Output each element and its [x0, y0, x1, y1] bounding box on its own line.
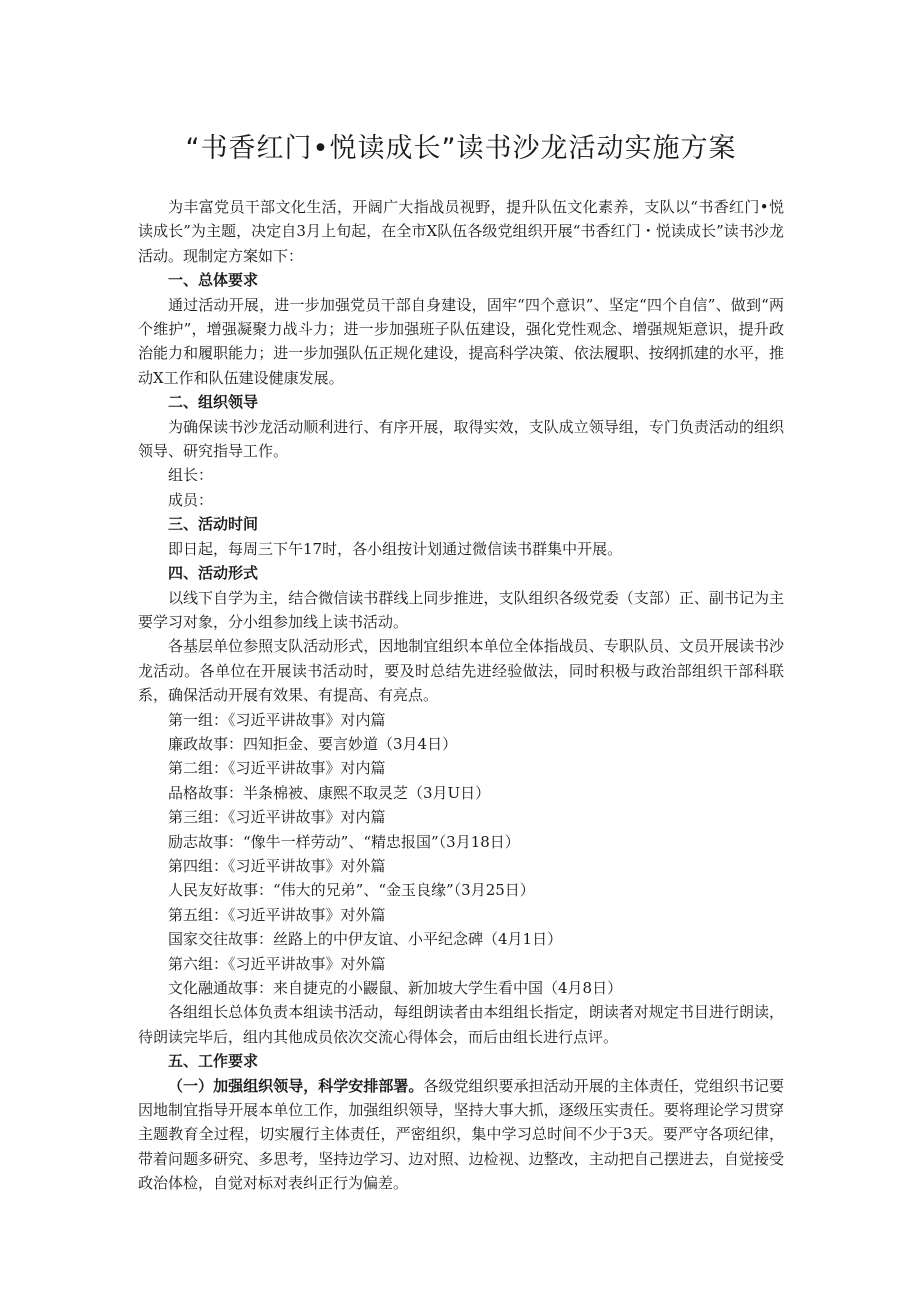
section-body-time: 即日起，每周三下午17时，各小组按计划通过微信读书群集中开展。	[168, 539, 623, 558]
group-line: 第四组：《习近平讲故事》对外篇	[168, 856, 386, 875]
document-body	[138, 126, 784, 1196]
requirement-item-1-title: （一）加强组织领导，科学安排部署。	[168, 1076, 424, 1095]
story-line: 文化融通故事：来自捷克的小鼹鼠、新加坡大学生看中国（4月8日）	[168, 979, 623, 997]
section-body-leadership: 为确保读书沙龙活动顺利进行、有序开展，取得实效，支队成立领导组，专门负责活动的组织领导、研究指导工作。	[138, 417, 784, 461]
story-line: 国家交往故事：丝路上的中伊友谊、小平纪念碑（4月1日）	[168, 930, 563, 949]
section-heading-general: 一、总体要求	[168, 271, 259, 290]
section-body-form-closing: 各组组长总体负责本组读书活动，每组朗读者由本组组长指定，朗读者对规定书目进行朗读，待朗读完毕后，组内其他成员依次交流心得体会，而后由组长进行点评。	[138, 1003, 784, 1046]
intro-paragraph: 为丰富党员干部文化生活，开阔广大指战员视野，提升队伍文化素养，支队以“书香红门•悦读成长”为主题，决定自3月上旬起，在全市X队伍各级党组织开展“书香红门・悦读成长”读书沙龙活动。现制定方案如下：	[138, 198, 784, 265]
section-body-form-1: 以线下自学为主，结合微信读书群线上同步推进，支队组织各级党委（支部）正、副书记为主要学习对象，分小组参加线上读书活动。	[138, 588, 784, 631]
members-line: 成员：	[168, 490, 214, 509]
group-line: 第六组：《习近平讲故事》对外篇	[168, 954, 386, 973]
group-line: 第一组：《习近平讲故事》对内篇	[168, 710, 386, 729]
section-body-form-2: 各基层单位参照支队活动形式，因地制宜组织本单位全体指战员、专职队员、文员开展读书沙龙活动。各单位在开展读书活动时，要及时总结先进经验做法，同时积极与政治部组织干部科联系，确保活动开展有效果、有提高、有亮点。	[138, 637, 784, 705]
section-heading-form: 四、活动形式	[168, 564, 259, 583]
story-line: 人民友好故事：“伟大的兄弟”、“金玉良缘”（3月25日）	[168, 881, 535, 900]
leader-line: 组长：	[168, 466, 214, 485]
group-line: 第三组：《习近平讲故事》对内篇	[168, 808, 386, 827]
section-heading-leadership: 二、组织领导	[168, 393, 259, 412]
story-line: 廉政故事：四知拒金、要言妙道（3月4日）	[168, 734, 458, 753]
section-heading-time: 三、活动时间	[168, 515, 259, 534]
section-heading-requirements: 五、工作要求	[168, 1052, 259, 1071]
story-line: 励志故事：“像牛一样劳动”、“精忠报国”（3月18日）	[168, 832, 520, 851]
group-line: 第二组：《习近平讲故事》对内篇	[168, 759, 386, 778]
requirement-item-1	[138, 1074, 784, 1196]
section-body-general: 通过活动开展，进一步加强党员干部自身建设，固牢“四个意识”、坚定“四个自信”、做到“两个维护”，增强凝聚力战斗力；进一步加强班子队伍建设，强化党性观念、增强规矩意识，提升政治能力和履职能力；进一步加强队伍正规化建设，提高科学决策、依法履职、按纲抓建的水平，推动X工作和队伍建设健康发展。	[138, 295, 784, 387]
requirement-item-1-body: 各级党组织要承担活动开展的主体责任，党组织书记要因地制宜指导开展本单位工作，加强组织领导，坚持大事大抓，逐级压实责任。要将理论学习贯穿主题教育全过程，切实履行主体责任，严密组织，集中学习总时间不少于3天。要严守各项纪律，带着问题多研究、多思考，坚持边学习、边对照、边检视、边整改，主动把自己摆进去，自觉接受政治体检，自觉对标对表纠正行为偏差。	[138, 1076, 784, 1193]
story-line: 品格故事：半条棉被、康熙不取灵芝（3月U日）	[168, 783, 491, 802]
document-title: “书香红门•悦读成长”读书沙龙活动实施方案	[185, 133, 737, 164]
group-line: 第五组：《习近平讲故事》对外篇	[168, 905, 386, 924]
